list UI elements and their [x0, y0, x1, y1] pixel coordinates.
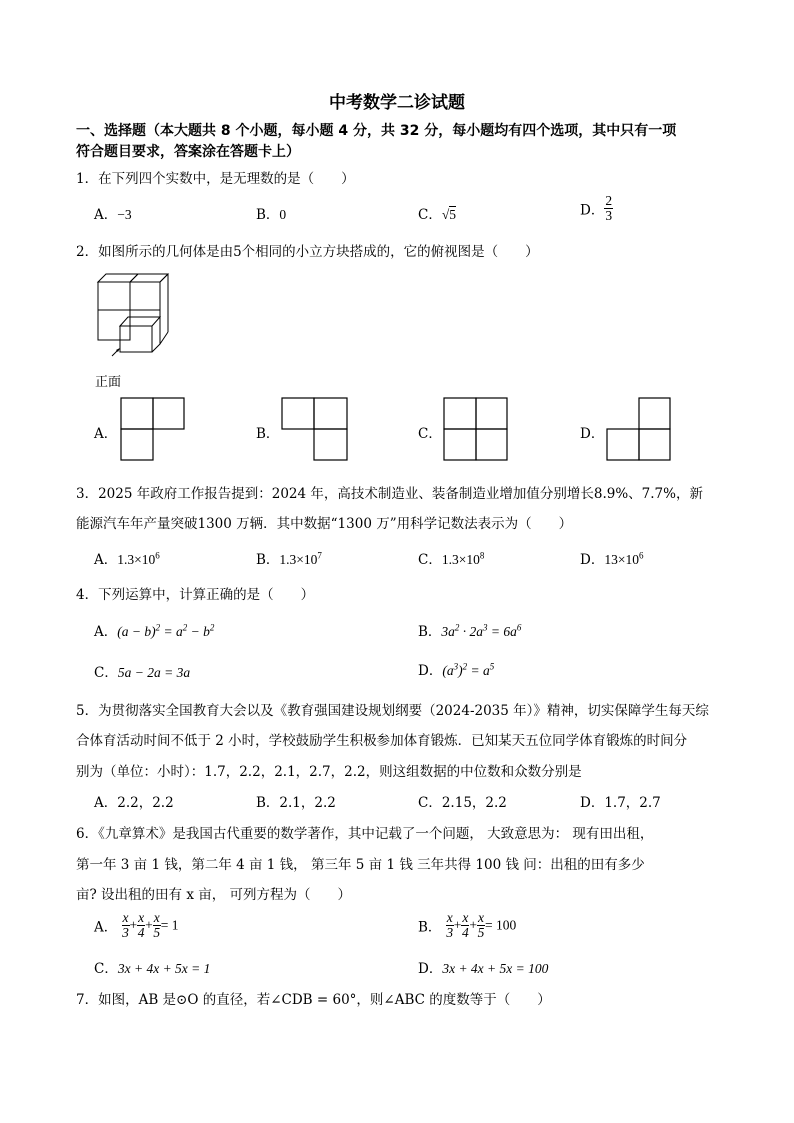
- option-value: 1.7，2.7: [604, 795, 661, 811]
- option-value: 5: [449, 207, 457, 222]
- option-label: B．: [256, 552, 280, 568]
- q4-option-c: [94, 661, 190, 681]
- q4-option-d: [418, 659, 494, 679]
- option-label: D．: [580, 795, 605, 811]
- option-base: 1.3×10: [279, 552, 318, 567]
- section-heading-line2: 符合题目要求，答案涂在答题卡上）: [76, 144, 300, 160]
- q6-option-a: A． $\frac{x}{3}$ + $\frac{x}{4}$ + $\frac{x}{5}$ = 1: [94, 910, 179, 940]
- option-label: C．: [94, 961, 118, 977]
- q1-stem: 1．在下列四个实数中，是无理数的是（ ）: [76, 171, 355, 187]
- q6-line3: 亩? 设出租的田有 x 亩， 可列方程为（ ）: [76, 887, 352, 903]
- q6-line2: 第一年 3 亩 1 钱，第二年 4 亩 1 钱， 第三年 5 亩 1 钱 三年共得 100 钱 问：出租的田有多少: [76, 857, 645, 873]
- option-label: C．: [418, 552, 442, 568]
- option-label: D．: [418, 961, 443, 977]
- q1-option-b: [256, 203, 286, 223]
- cube-solid-figure: [92, 270, 172, 360]
- q3-option-d: [580, 548, 643, 568]
- fraction-x-over-3: $\frac{x}{3}$: [122, 910, 129, 940]
- q5-option-a: [94, 791, 174, 811]
- q2-option-d-figure: [606, 397, 672, 461]
- option-exponent: 6: [638, 550, 644, 561]
- option-label: B．: [256, 207, 280, 223]
- page-title: 中考数学二诊试题: [329, 93, 465, 113]
- q2-option-a-figure: [120, 397, 186, 461]
- q2-option-d-label: D．: [580, 426, 605, 442]
- option-label: A．: [94, 624, 118, 640]
- fraction-x-over-4: $\frac{x}{4}$: [137, 910, 145, 940]
- q5-option-d: [580, 791, 661, 811]
- option-label: D．: [580, 552, 605, 568]
- fraction-x-over-5: $\frac{x}{5}$: [477, 910, 485, 940]
- equation-rhs: = 1: [160, 917, 179, 933]
- q6-line1: 6．《九章算术》是我国古代重要的数学著作，其中记载了一个问题， 大致意思为： 现有田出租，: [76, 826, 654, 842]
- fraction-x-over-4: $\frac{x}{4}$: [461, 910, 469, 940]
- option-expression: 5a − 2a = 3a: [117, 665, 191, 680]
- equation-rhs: = 100: [484, 917, 517, 933]
- option-label: B．: [418, 919, 442, 936]
- fraction: [604, 194, 613, 223]
- q2-option-b-figure: [281, 397, 349, 461]
- q5-line1: 5．为贯彻落实全国教育大会以及《教育强国建设规划纲要（2024-2035 年）》精神，切实保障学生每天综: [76, 703, 709, 719]
- q5-option-b: [256, 791, 336, 811]
- option-value: 0: [279, 207, 287, 222]
- q2-stem: 2．如图所示的几何体是由5个相同的小立方块搭成的，它的俯视图是（ ）: [76, 244, 539, 260]
- option-value: 2.15，2.2: [441, 795, 507, 811]
- option-label: C．: [418, 795, 442, 811]
- option-label: D．: [580, 202, 605, 219]
- option-label: B．: [256, 795, 280, 811]
- q6-option-d: [418, 957, 548, 977]
- q3-option-a: [94, 548, 160, 568]
- q4-stem: 4．下列运算中，计算正确的是（ ）: [76, 587, 315, 603]
- q5-line2: 合体育活动时间不低于 2 小时，学校鼓励学生积极参加体育锻炼．已知某天五位同学体育锻炼的时间分: [76, 733, 688, 749]
- numerator: 2: [605, 193, 613, 208]
- option-exponent: 6: [155, 550, 160, 561]
- q3-option-b: [256, 548, 322, 568]
- fraction-x-over-5: $\frac{x}{5}$: [153, 910, 161, 940]
- q2-option-c-label: C．: [418, 426, 442, 442]
- q2-option-b-label: B．: [256, 426, 280, 442]
- option-base: 1.3×10: [441, 552, 480, 567]
- section-heading-line1: 一、选择题（本大题共 8 个小题，每小题 4 分，共 32 分，每小题均有四个选项，其中只有一项: [76, 123, 677, 139]
- q1-option-a: [94, 203, 132, 223]
- option-label: C．: [94, 665, 118, 681]
- option-label: D．: [418, 663, 443, 679]
- option-value: 2.2，2.2: [117, 795, 174, 811]
- option-expression: $3a^2 \cdot 2a^3 = 6a^6$: [441, 622, 522, 639]
- option-label: C．: [418, 207, 442, 223]
- option-label: A．: [94, 207, 118, 223]
- option-label: A．: [94, 919, 118, 936]
- option-value: −3: [117, 207, 132, 222]
- option-expression: 3x + 4x + 5x = 100: [442, 961, 549, 976]
- q1-option-c: [418, 203, 456, 223]
- q4-option-a: [94, 620, 214, 640]
- q4-option-b: [418, 620, 521, 640]
- front-label: 正面: [95, 375, 122, 390]
- q6-option-c: [94, 957, 210, 977]
- option-label: A．: [94, 795, 118, 811]
- q3-option-c: [418, 548, 484, 568]
- option-label: A．: [94, 552, 118, 568]
- option-exponent: 8: [479, 550, 485, 561]
- option-exponent: 7: [317, 550, 322, 561]
- denominator: 3: [605, 208, 613, 223]
- q5-line3: 别为（单位：小时）：1.7，2.2，2.1，2.7，2.2，则这组数据的中位数和众数分别是: [76, 764, 582, 780]
- fraction-x-over-3: $\frac{x}{3}$: [446, 910, 454, 940]
- option-expression: $(a^3)^2 = a^5$: [442, 661, 495, 678]
- q3-line2: 能源汽车年产量突破1300 万辆．其中数据“1300 万”用科学记数法表示为（ ）: [76, 516, 573, 532]
- sqrt-sign: √: [441, 207, 450, 222]
- q2-option-a-label: A．: [94, 426, 118, 442]
- q6-option-b: B． $\frac{x}{3}$ + $\frac{x}{4}$ + $\frac{x}{5}$ = 100: [418, 910, 517, 940]
- option-expression: 3x + 4x + 5x = 1: [117, 961, 211, 976]
- q2-option-c-figure: [443, 397, 509, 461]
- q7-stem: 7．如图，AB 是⊙O 的直径，若∠CDB = 60°，则∠ABC 的度数等于（ ）: [76, 992, 551, 1008]
- q3-line1: 3．2025 年政府工作报告提到：2024 年，高技术制造业、装备制造业增加值分别增长8.9%、7.7%，新: [76, 486, 703, 502]
- option-label: B．: [418, 624, 442, 640]
- option-base: 13×10: [604, 552, 639, 567]
- option-base: 1.3×10: [117, 552, 156, 567]
- q5-option-c: [418, 791, 507, 811]
- option-value: 2.1，2.2: [279, 795, 336, 811]
- q1-option-d: [580, 194, 613, 223]
- option-expression: $(a - b)^2 = a^2 - b^2$: [117, 622, 215, 639]
